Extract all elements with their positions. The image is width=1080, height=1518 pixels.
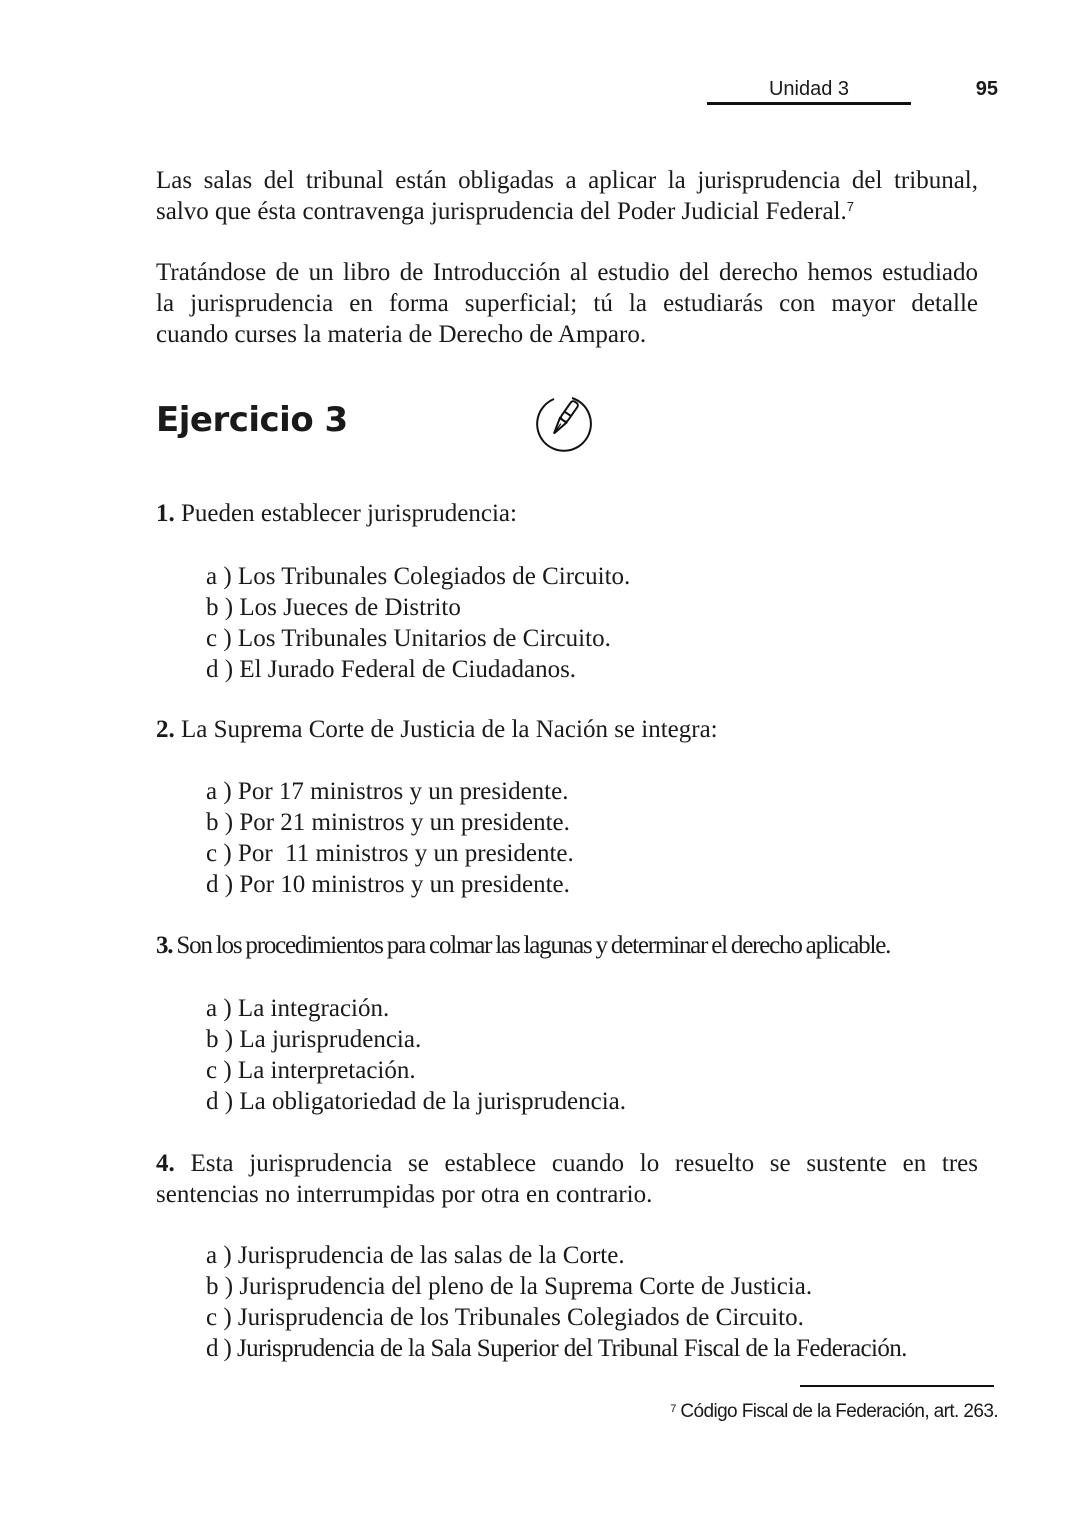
options-1	[206, 561, 630, 685]
option	[206, 561, 630, 592]
option-letter: d )	[206, 656, 234, 683]
option-text: La interpretación.	[237, 1057, 416, 1084]
option-text: La integración.	[237, 995, 390, 1022]
footnote-number: 7	[670, 1403, 676, 1415]
option-letter: a )	[206, 563, 232, 590]
question-2	[156, 714, 978, 745]
text-line	[156, 1148, 978, 1179]
option	[206, 1271, 907, 1302]
option	[206, 1302, 907, 1333]
option-letter: c )	[206, 1057, 232, 1084]
option-letter: a )	[206, 778, 232, 805]
paragraph-2	[156, 257, 978, 350]
option	[206, 1240, 907, 1271]
option-text: La jurisprudencia.	[239, 1026, 422, 1053]
text-line: la jurisprudencia en forma superficial; tú la estudiarás con mayor detalle	[156, 290, 978, 317]
option-text: Por 21 ministros y un presidente.	[239, 809, 570, 836]
text-line	[156, 196, 978, 227]
option-letter: b )	[206, 1273, 234, 1300]
question-number: 1.	[156, 500, 175, 527]
option	[206, 1024, 626, 1055]
footnote-ref: 7	[846, 199, 854, 214]
exercise-title: Ejercicio 3	[156, 400, 348, 440]
option	[206, 654, 630, 685]
option-text: El Jurado Federal de Ciudadanos.	[239, 656, 577, 683]
running-header-unit: Unidad 3	[768, 78, 850, 100]
option-text: Jurisprudencia del pleno de la Suprema Corte de Justicia.	[239, 1273, 813, 1300]
options-2	[206, 776, 574, 900]
text-line: Las salas del tribunal están obligadas a aplicar la jurisprudencia del tribunal,	[156, 167, 978, 194]
option-letter: c )	[206, 840, 232, 867]
option-letter: a )	[206, 1242, 232, 1269]
pen-icon	[532, 392, 592, 452]
option-text: Jurisprudencia de las salas de la Corte.	[237, 1242, 625, 1269]
option	[206, 807, 574, 838]
option	[206, 1086, 626, 1117]
question-number: 2.	[156, 716, 175, 743]
option-text: Por 10 ministros y un presidente.	[239, 871, 570, 898]
option-letter: d )	[206, 1335, 232, 1362]
option-text: Los Tribunales Unitarios de Circuito.	[237, 625, 611, 652]
text-line-content: salvo que ésta contravenga jurisprudencia del Poder Judicial Federal.	[156, 198, 847, 225]
option	[206, 592, 630, 623]
option-text: Jurisprudencia de los Tribunales Colegiados de Circuito.	[237, 1304, 804, 1331]
footnote-rule	[800, 1385, 994, 1387]
question-text: Esta jurisprudencia se establece cuando lo resuelto se sustente en tres	[190, 1150, 979, 1177]
option	[206, 623, 630, 654]
option	[206, 776, 574, 807]
question-text: La Suprema Corte de Justicia de la Nación se integra:	[181, 716, 718, 743]
question-number: 4.	[156, 1150, 175, 1177]
question-text: Son los procedimientos para colmar las lagunas y determinar el derecho aplicable.	[176, 932, 891, 959]
option-letter: c )	[206, 625, 232, 652]
question-1	[156, 498, 978, 529]
option-text: Los Jueces de Distrito	[239, 594, 461, 621]
option-text: Por 17 ministros y un presidente.	[237, 778, 569, 805]
paragraph-1	[156, 165, 978, 227]
text-line: cuando curses la materia de Derecho de Amparo.	[156, 321, 647, 348]
option	[206, 1055, 626, 1086]
footnote	[670, 1401, 998, 1423]
question-4	[156, 1148, 978, 1210]
option-letter: d )	[206, 1088, 234, 1115]
option-letter: b )	[206, 1026, 234, 1053]
text-line: Tratándose de un libro de Introducción al estudio del derecho hemos estudiado	[156, 259, 978, 286]
options-4	[206, 1240, 907, 1364]
question-3	[156, 930, 978, 961]
option-letter: b )	[206, 809, 234, 836]
option	[206, 869, 574, 900]
option-text: La obligatoriedad de la jurisprudencia.	[239, 1088, 626, 1115]
option-text: Jurisprudencia de la Sala Superior del Tribunal Fiscal de la Federación.	[236, 1335, 907, 1362]
option-text: Los Tribunales Colegiados de Circuito.	[237, 563, 631, 590]
header-rule	[707, 102, 911, 105]
option-letter: b )	[206, 594, 234, 621]
options-3	[206, 993, 626, 1117]
option-letter: c )	[206, 1304, 232, 1331]
option	[206, 1333, 907, 1364]
option	[206, 838, 574, 869]
question-number: 3.	[156, 932, 173, 959]
question-text: Pueden establecer jurisprudencia:	[181, 500, 517, 527]
option	[206, 993, 626, 1024]
text-line: sentencias no interrumpidas por otra en contrario.	[156, 1181, 653, 1208]
option-letter: d )	[206, 871, 234, 898]
page-number: 95	[975, 78, 998, 100]
option-letter: a )	[206, 995, 232, 1022]
option-text: Por 11 ministros y un presidente.	[237, 840, 574, 867]
footnote-text: Código Fiscal de la Federación, art. 263.	[680, 1401, 998, 1422]
